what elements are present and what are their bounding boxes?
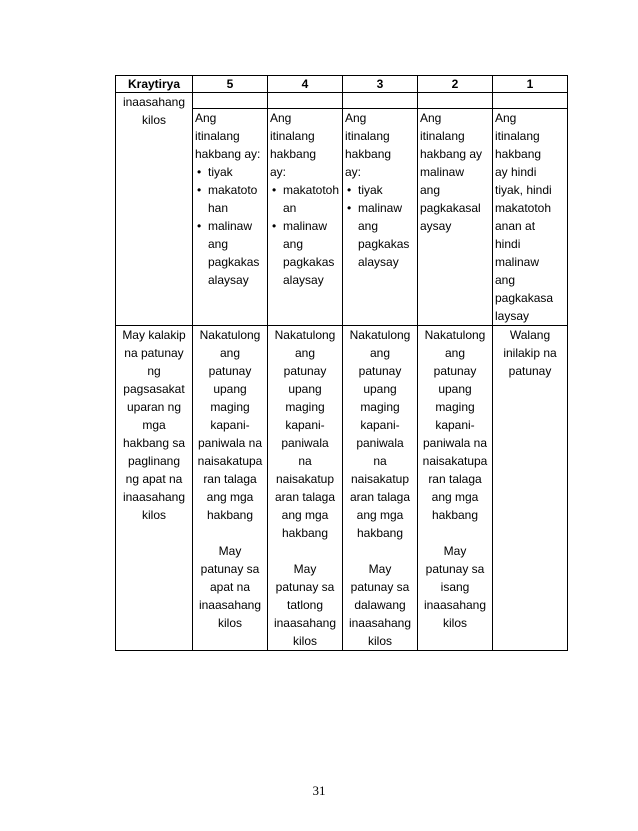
cell-line: naisakatupa	[422, 454, 488, 468]
cell-line: paglinang	[127, 454, 181, 468]
empty-cell	[193, 93, 268, 109]
cell-line: • malinaw	[208, 219, 253, 233]
cell-line: malinaw	[420, 165, 465, 179]
cell-line: tatlong	[286, 598, 324, 612]
cell-line: maging	[435, 400, 475, 414]
cell-score-3	[343, 326, 418, 651]
cell-line: itinalang	[495, 129, 540, 143]
cell-line: kilos	[217, 616, 242, 630]
bullet-item	[345, 181, 415, 199]
cell-line: hindi	[495, 237, 521, 251]
cell-line: na	[373, 454, 387, 468]
cell-line: kilos	[442, 616, 467, 630]
header-score-1: 1	[493, 76, 568, 93]
cell-line: kapani-	[285, 418, 325, 432]
cell-line: ang	[495, 273, 516, 287]
cell-line: kilos	[367, 634, 392, 648]
cell-score-2	[418, 326, 493, 651]
bullet-item	[345, 199, 415, 271]
cell-line: kapani-	[435, 418, 475, 432]
cell-line: ang	[369, 346, 391, 360]
cell-line: na patunay	[124, 346, 184, 360]
cell-line: alaysay	[283, 273, 324, 287]
line-gap	[420, 524, 490, 542]
cell-line: • makatoto	[208, 183, 258, 197]
cell-line: tiyak, hindi	[495, 183, 552, 197]
cell-line: itinalang	[345, 129, 390, 143]
bullet-list	[345, 181, 415, 271]
bullet-list	[270, 181, 340, 289]
cell-line: hakbang ay	[420, 147, 483, 161]
header-score-4: 4	[268, 76, 343, 93]
cell-score-2	[418, 109, 493, 326]
cell-line: kilos	[141, 508, 166, 522]
cell-line: patunay sa	[350, 580, 410, 594]
cell-line: patunay	[508, 364, 552, 378]
cell-line: uparan ng	[126, 400, 182, 414]
bullet-item	[270, 217, 340, 289]
cell-line: maging	[210, 400, 250, 414]
cell-line: ang mga	[431, 490, 479, 504]
cell-line: inaasahang	[423, 598, 487, 612]
cell-line: paniwala na	[197, 436, 263, 450]
bullet-item	[195, 181, 265, 217]
cell-line: naisakatup	[350, 472, 410, 486]
cell-line: isang	[440, 580, 470, 594]
criterion-line: kilos	[141, 113, 166, 127]
header-score-3: 3	[343, 76, 418, 93]
cell-line: ay hindi	[495, 165, 537, 179]
cell-line: ang mga	[281, 508, 329, 522]
cell-line: patunay sa	[275, 580, 335, 594]
cell-line: ang	[358, 219, 379, 233]
cell-line: upang	[213, 382, 247, 396]
cell-line: inaasahang	[273, 616, 337, 630]
cell-line: Ang	[420, 111, 442, 125]
cell-line: inaasahang	[198, 598, 262, 612]
page-number: 31	[312, 783, 326, 798]
line-gap	[345, 542, 415, 560]
cell-line: malinaw	[495, 255, 540, 269]
line-gap	[195, 524, 265, 542]
empty-cell	[418, 93, 493, 109]
cell-line: hakbang ay:	[195, 147, 261, 161]
cell-line: itinalang	[270, 129, 315, 143]
cell-line: Nakatulong	[349, 328, 411, 342]
cell-line: ay:	[345, 165, 362, 179]
cell-line: paniwala na	[422, 436, 488, 450]
header-kraytirya: Kraytirya	[116, 76, 193, 93]
cell-score-4	[268, 109, 343, 326]
cell-line: ng	[147, 364, 161, 378]
cell-line: ran talaga	[428, 472, 482, 486]
cell-line: pagkakasal	[420, 201, 481, 215]
cell-line: aran talaga	[349, 490, 411, 504]
cell-line: upang	[363, 382, 397, 396]
cell-line: ang	[208, 237, 229, 251]
cell-line: patunay	[433, 364, 477, 378]
cell-line: Nakatulong	[199, 328, 261, 342]
empty-cell	[343, 93, 418, 109]
cell-score-5	[193, 109, 268, 326]
cell-line: hakbang	[270, 147, 317, 161]
cell-line: an	[283, 201, 297, 215]
bullet-item	[195, 217, 265, 289]
cell-line: May	[443, 544, 467, 558]
cell-line: apat na	[209, 580, 251, 594]
cell-line: mga	[142, 418, 166, 432]
cell-line: maging	[285, 400, 325, 414]
bullet-item	[270, 181, 340, 217]
bullet-list	[195, 163, 265, 289]
cell-line: paniwala	[356, 436, 404, 450]
header-score-2: 2	[418, 76, 493, 93]
cell-line: na	[298, 454, 312, 468]
cell-line: pagkakas	[208, 255, 260, 269]
cell-line: hakbang	[431, 508, 479, 522]
cell-line: naisakatup	[275, 472, 335, 486]
criterion-line: inaasahang	[122, 95, 186, 109]
cell-line: upang	[438, 382, 472, 396]
cell-line: ang mga	[356, 508, 404, 522]
cell-line: han	[208, 201, 229, 215]
cell-line: Ang	[495, 111, 517, 125]
cell-line: Nakatulong	[424, 328, 486, 342]
cell-line: patunay	[208, 364, 252, 378]
cell-line: ang	[420, 183, 441, 197]
cell-score-5	[193, 326, 268, 651]
cell-line: May	[293, 562, 317, 576]
cell-line: upang	[288, 382, 322, 396]
cell-line: patunay sa	[200, 562, 260, 576]
cell-line: kapani-	[360, 418, 400, 432]
cell-line: kapani-	[210, 418, 250, 432]
cell-line: • malinaw	[358, 201, 403, 215]
criterion-cell	[116, 93, 193, 326]
cell-line: pagkakas	[358, 237, 410, 251]
cell-score-4	[268, 326, 343, 651]
cell-line: pagkakas	[283, 255, 335, 269]
cell-line: patunay	[358, 364, 402, 378]
header-row	[116, 76, 568, 93]
cell-line: Walang	[509, 328, 551, 342]
cell-line: alaysay	[358, 255, 399, 269]
cell-line: hakbang	[356, 526, 404, 540]
cell-line: itinalang	[195, 129, 240, 143]
cell-line: paniwala	[281, 436, 329, 450]
cell-line: patunay	[283, 364, 327, 378]
cell-line: ng apat na	[125, 472, 183, 486]
line-gap	[270, 542, 340, 560]
cell-score-1	[493, 109, 568, 326]
row-patunay	[116, 326, 568, 651]
cell-line: ang	[444, 346, 466, 360]
empty-cell	[268, 93, 343, 109]
cell-line: hakbang	[281, 526, 329, 540]
cell-line: May	[368, 562, 392, 576]
cell-line: aran talaga	[274, 490, 336, 504]
spacer-row	[116, 93, 568, 109]
cell-line: patunay sa	[425, 562, 485, 576]
cell-line: Ang	[195, 111, 217, 125]
cell-line: inaasahang	[348, 616, 412, 630]
cell-line: hakbang sa	[122, 436, 186, 450]
cell-line: • malinaw	[283, 219, 328, 233]
cell-line: ang	[219, 346, 241, 360]
cell-line: anan at	[495, 219, 536, 233]
criterion-cell	[116, 326, 193, 651]
cell-line: ang	[294, 346, 316, 360]
cell-line: alaysay	[208, 273, 249, 287]
cell-line: ay:	[270, 165, 287, 179]
cell-line: itinalang	[420, 129, 465, 143]
cell-line: makatotoh	[495, 201, 552, 215]
cell-line: pagkakasa	[495, 291, 554, 305]
cell-line: pagsasakat	[123, 382, 185, 396]
cell-line: aysay	[420, 219, 452, 233]
cell-line: May	[218, 544, 242, 558]
cell-line: naisakatupa	[197, 454, 263, 468]
cell-line: hakbang	[206, 508, 254, 522]
cell-line: hakbang	[345, 147, 392, 161]
cell-score-1	[493, 326, 568, 651]
cell-line: Nakatulong	[274, 328, 336, 342]
cell-line: laysay	[495, 309, 530, 323]
cell-line: maging	[360, 400, 400, 414]
cell-line: kilos	[292, 634, 317, 648]
cell-line: • tiyak	[358, 183, 383, 197]
cell-line: ran talaga	[203, 472, 257, 486]
cell-line: dalawang	[354, 598, 406, 612]
cell-line: ang	[283, 237, 304, 251]
cell-line: inilakip na	[503, 346, 557, 360]
bullet-item	[195, 163, 265, 181]
cell-line: inaasahang	[122, 490, 186, 504]
cell-line: Ang	[345, 111, 367, 125]
cell-line: • makatotoh	[283, 183, 340, 197]
cell-line: Ang	[270, 111, 292, 125]
cell-line: ang mga	[206, 490, 254, 504]
rubric-table	[115, 75, 568, 651]
header-score-5: 5	[193, 76, 268, 93]
cell-line: • tiyak	[208, 165, 233, 179]
cell-line: hakbang	[495, 147, 542, 161]
cell-score-3	[343, 109, 418, 326]
empty-cell	[493, 93, 568, 109]
cell-line: May kalakip	[122, 328, 186, 342]
